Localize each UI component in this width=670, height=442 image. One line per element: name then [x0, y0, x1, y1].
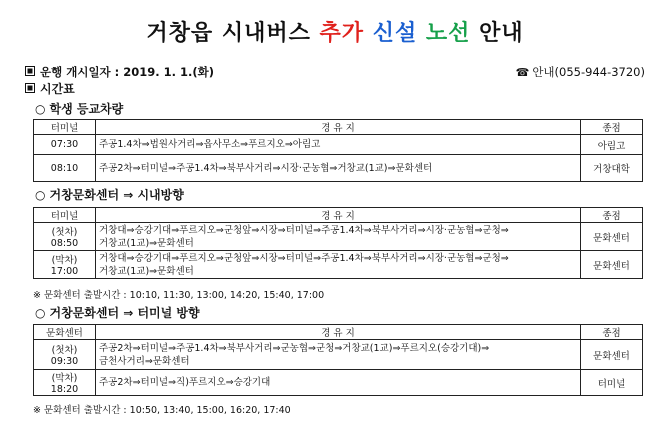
route-line-2: 거창교(1교)⇒문화센터 — [99, 237, 194, 249]
table3-note: ※ 문화센터 출발시간 : 10:50, 13:40, 15:00, 16:20, 17:40 — [33, 405, 291, 416]
col-dest: 종점 — [581, 208, 643, 223]
table2 — [33, 207, 643, 279]
title-part-main: 거창읍 시내버스 — [146, 21, 320, 46]
col-route: 경 유 지 — [96, 208, 581, 223]
route-line-1: 거창대⇒승강기대⇒푸르지오⇒군청앞⇒시장⇒터미널⇒주공1.4차⇒북부사거리⇒시장·군농협⇒군청⇒ — [99, 252, 509, 264]
route-line-2: 금천사거리⇒문화센터 — [99, 355, 190, 367]
row-time: (막차) 17:00 — [34, 251, 96, 279]
table-row — [34, 370, 643, 396]
col-time: 터미널 — [34, 120, 96, 135]
contact — [516, 64, 645, 80]
phone-icon: ☎ — [515, 66, 530, 79]
row-dest: 문화센터 — [581, 340, 643, 370]
table1-heading-text: 학생 등교차량 — [49, 102, 124, 116]
title-part-route: 노선 — [425, 21, 471, 46]
route-line-1: 거창대⇒승강기대⇒푸르지오⇒군청앞⇒시장⇒터미널⇒주공1.4차⇒북부사거리⇒시장·군농협⇒군청⇒ — [99, 224, 509, 236]
info-line — [25, 64, 645, 80]
col-time: 문화센터 — [34, 325, 96, 340]
table2-note: ※ 문화센터 출발시간 : 10:10, 11:30, 13:00, 14:20, 15:40, 17:00 — [33, 290, 325, 301]
table-header-row — [34, 325, 643, 340]
col-route: 경 유 지 — [96, 120, 581, 135]
row-route: 주공1.4차⇒법원사거리⇒읍사무소⇒푸르지오⇒아림고 — [96, 135, 581, 155]
circle-bullet-icon: ○ — [35, 102, 46, 116]
row-route — [96, 340, 581, 370]
table2-heading — [35, 186, 184, 203]
title-part-added: 추가 — [319, 21, 365, 46]
row-route: 주공2차⇒터미널⇒직)푸르지오⇒승강기대 — [96, 370, 581, 396]
col-dest: 종점 — [581, 120, 643, 135]
table3 — [33, 324, 643, 396]
route-line-2: 거창교(1교)⇒문화센터 — [99, 265, 194, 277]
row-time: (첫차) 09:30 — [34, 340, 96, 370]
table3-heading-text: 거창문화센터 ⇒ 터미널 방향 — [49, 306, 200, 320]
table-header-row — [34, 208, 643, 223]
table1-heading — [35, 100, 123, 117]
table-header-row — [34, 120, 643, 135]
row-dest: 문화센터 — [581, 251, 643, 279]
row-time: 07:30 — [34, 135, 96, 155]
row-time: (첫차) 08:50 — [34, 223, 96, 251]
table1 — [33, 119, 643, 182]
row-route — [96, 251, 581, 279]
square-bullet-icon — [25, 66, 35, 76]
page-title — [0, 16, 670, 47]
col-time: 터미널 — [34, 208, 96, 223]
col-route: 경 유 지 — [96, 325, 581, 340]
row-route: 주공2차⇒터미널⇒주공1.4차⇒북부사거리⇒시장·군농협⇒거창교(1교)⇒문화센터 — [96, 155, 581, 182]
table-row — [34, 251, 643, 279]
row-dest: 문화센터 — [581, 223, 643, 251]
table-row — [34, 155, 643, 182]
table-row — [34, 340, 643, 370]
row-dest: 거창대학 — [581, 155, 643, 182]
section-title-text: 시간표 — [40, 82, 75, 96]
section-title — [25, 80, 75, 97]
row-dest: 터미널 — [581, 370, 643, 396]
square-bullet-icon — [25, 83, 35, 93]
title-part-new: 신설 — [372, 21, 418, 46]
table2-heading-text: 거창문화센터 ⇒ 시내방향 — [49, 188, 184, 202]
circle-bullet-icon: ○ — [35, 306, 46, 320]
row-dest: 아림고 — [581, 135, 643, 155]
route-line-1: 주공2차⇒터미널⇒주공1.4차⇒북부사거리⇒군농협⇒군청⇒거창교(1교)⇒푸르지오(승강기대)⇒ — [99, 342, 490, 354]
table-row — [34, 223, 643, 251]
title-part-guide: 안내 — [479, 21, 524, 46]
start-date-text: 운행 개시일자 : 2019. 1. 1.(화) — [40, 65, 215, 79]
table3-heading — [35, 304, 200, 321]
row-time: 08:10 — [34, 155, 96, 182]
col-dest: 종점 — [581, 325, 643, 340]
start-date — [25, 64, 214, 80]
table-row — [34, 135, 643, 155]
circle-bullet-icon: ○ — [35, 188, 46, 202]
row-time: (막차) 18:20 — [34, 370, 96, 396]
contact-text: 안내(055-944-3720) — [532, 65, 645, 79]
row-route — [96, 223, 581, 251]
